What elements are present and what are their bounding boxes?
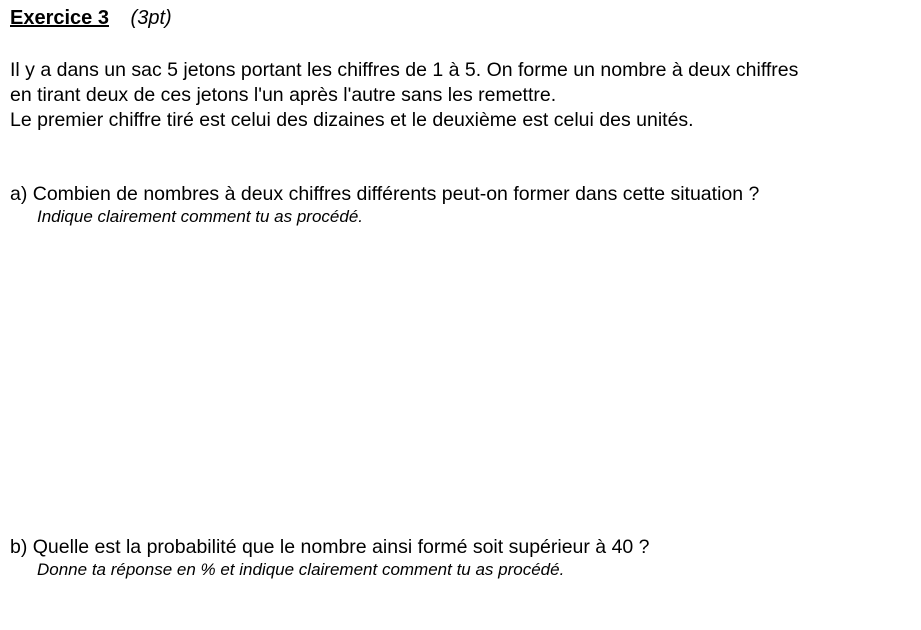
question-b <box>10 535 915 581</box>
question-a-instruction: Indique clairement comment tu as procédé. <box>37 207 364 226</box>
problem-statement <box>10 58 915 133</box>
exercise-title: Exercice 3 <box>10 7 109 29</box>
statement-line: en tirant deux de ces jetons l'un après l'autre sans les remettre. <box>10 84 557 106</box>
question-b-text: b) Quelle est la probabilité que le nombre ainsi formé soit supérieur à 40 ? <box>10 536 650 558</box>
question-b-instruction: Donne ta réponse en % et indique clairement comment tu as procédé. <box>37 560 565 579</box>
exercise-header <box>10 6 172 30</box>
statement-line: Il y a dans un sac 5 jetons portant les chiffres de 1 à 5. On forme un nombre à deux chiffres <box>10 59 799 81</box>
statement-line: Le premier chiffre tiré est celui des dizaines et le deuxième est celui des unités. <box>10 109 694 131</box>
question-a <box>10 182 915 228</box>
question-a-text: a) Combien de nombres à deux chiffres différents peut-on former dans cette situation ? <box>10 183 760 205</box>
exercise-points: (3pt) <box>130 7 172 29</box>
